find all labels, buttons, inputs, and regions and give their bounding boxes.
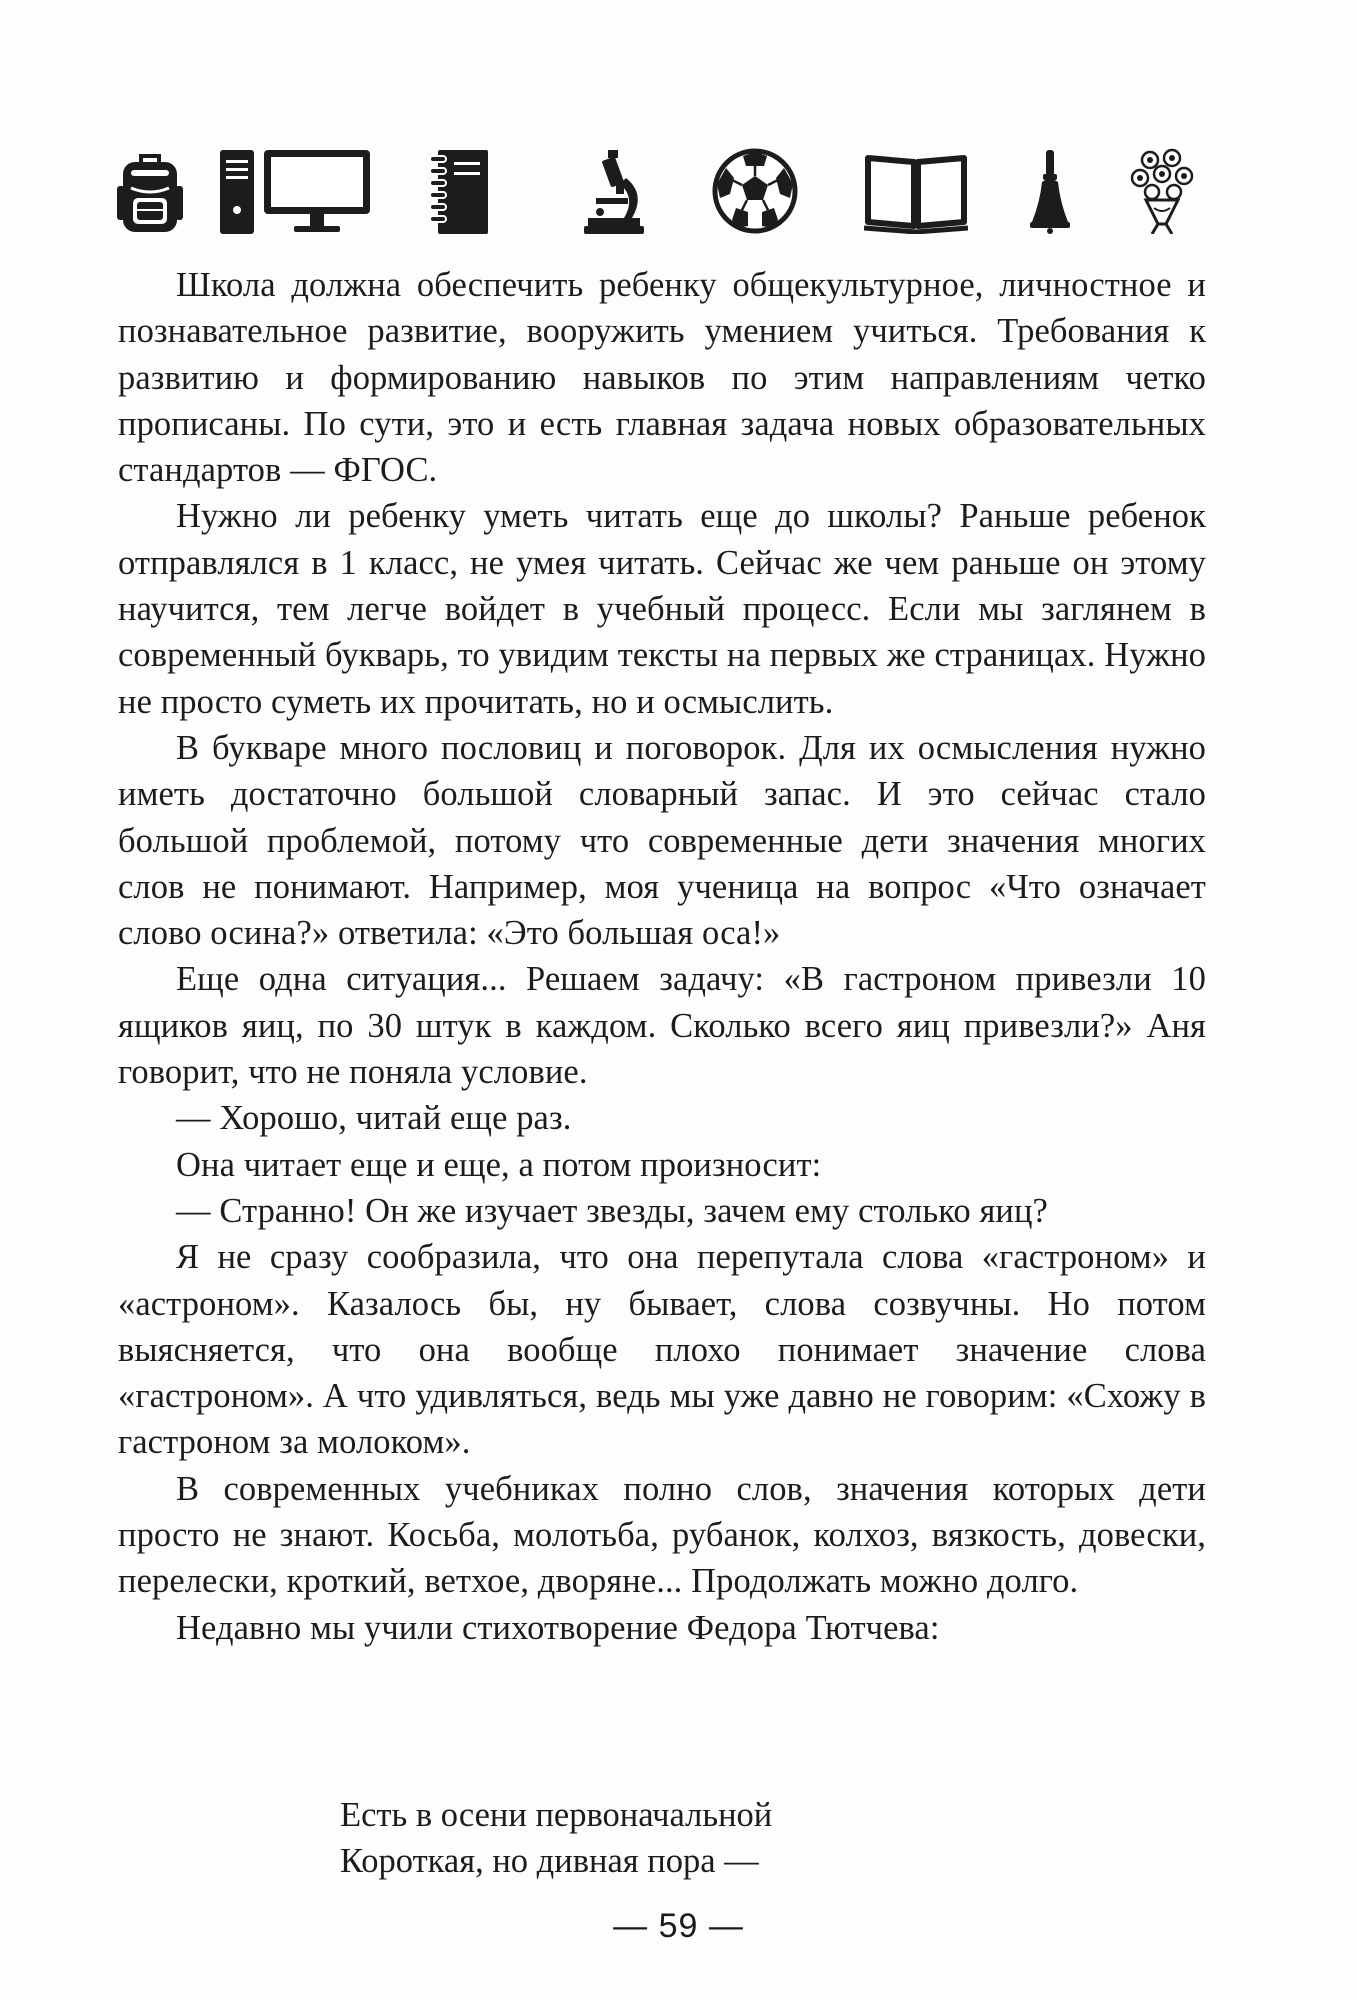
dialogue-line: — Странно! Он же изучает звезды, зачем ему столько яиц? (176, 1191, 1048, 1230)
soccer-ball-icon (712, 148, 798, 234)
paragraph: Школа должна обеспечить ребенку общекультурное, личностное и познавательное развитие, вооружить умением учиться. Требования к развитию и формированию навыков по этим направлениям четко прописаны. По сути, это и есть главная задача новых образовательных стандартов — ФГОС. (118, 266, 1206, 490)
paragraph: Нужно ли ребенку уметь читать еще до школы? Раньше ребенок отправлялся в 1 класс, не умея читать. Сейчас же чем раньше он этому научится, тем легче войдет в учебный процесс. Если мы заглянем в современный букварь, то увидим тексты на первых же страницах. Нужно не просто суметь их прочитать, но и осмыслить. (118, 497, 1206, 721)
page-number: — 59 — (613, 1907, 744, 1945)
icon-strip (112, 148, 1212, 238)
microscope-icon (582, 148, 644, 234)
dialogue-line: — Хорошо, читай еще раз. (176, 1099, 572, 1138)
poem-quote (340, 1792, 772, 1884)
notebook-icon (430, 148, 488, 234)
paragraph: Она читает еще и еще, а потом произносит: (176, 1145, 822, 1184)
backpack-icon (117, 148, 183, 234)
paragraph: Я не сразу сообразила, что она перепутала слова «гастроном» и «астроном». Казалось бы, ну бывает, слова созвучны. Но потом выясняется, что она вообще плохо понимает значение слова «гастроном». А что удивляться, ведь мы уже давно не говорим: «Схожу в гастроном за молоком». (118, 1238, 1206, 1462)
computer-icon (220, 148, 372, 234)
open-book-icon (864, 148, 968, 234)
paragraph: В современных учебниках полно слов, значения которых дети просто не знают. Косьба, молотьба, рубанок, колхоз, вязкость, довески, перелески, кроткий, ветхое, дворяне... Продолжать можно долго. (118, 1469, 1206, 1601)
paragraph: Недавно мы учили стихотворение Федора Тютчева: (176, 1608, 940, 1647)
flower-bouquet-icon (1130, 148, 1194, 234)
poem-line: Короткая, но дивная пора — (340, 1842, 759, 1880)
paragraph: Еще одна ситуация... Решаем задачу: «В гастроном привезли 10 ящиков яиц, по 30 штук в каждом. Сколько всего яиц привезли?» Аня говорит, что не поняла условие. (118, 960, 1206, 1092)
body-text (118, 262, 1206, 1651)
paragraph: В букваре много пословиц и поговорок. Для их осмысления нужно иметь достаточно большой словарный запас. И это сейчас стало большой проблемой, потому что современные дети значения многих слов не понимают. Например, моя ученица на вопрос «Что означает слово осина?» ответила: «Это большая оса!» (118, 728, 1206, 953)
poem-line: Есть в осени первоначальной (340, 1796, 773, 1834)
school-bell-icon (1030, 148, 1070, 234)
